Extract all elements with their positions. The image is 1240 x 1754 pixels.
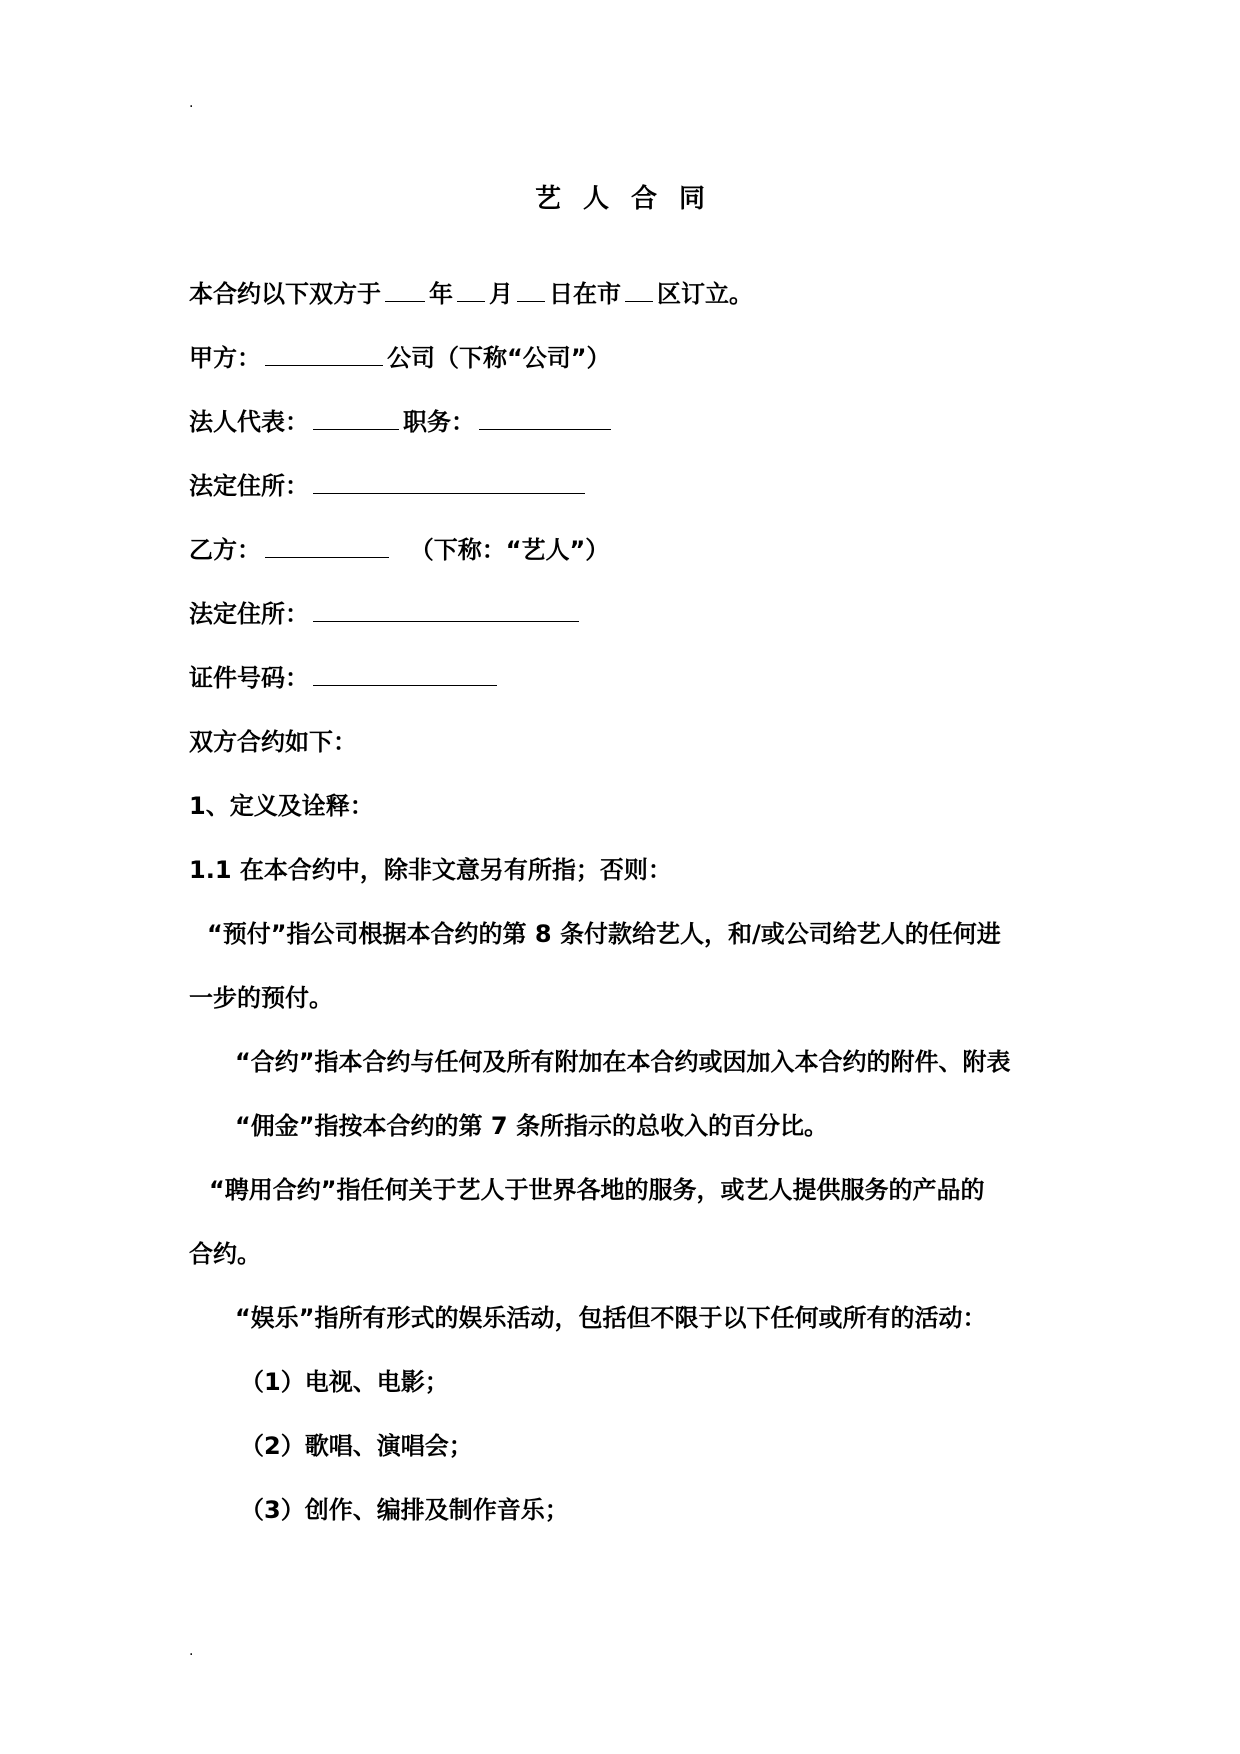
id-number-label: 证件号码： — [189, 664, 309, 692]
party-b-label: 乙方： — [189, 536, 261, 564]
intro-line — [189, 278, 753, 310]
list-item-2: （2）歌唱、演唱会； — [240, 1432, 473, 1460]
header-mark: . — [189, 95, 194, 111]
position-label: 职务： — [403, 408, 475, 436]
list-item-1: （1）电视、电影； — [240, 1368, 449, 1396]
party-a-line — [189, 342, 611, 374]
intro-text-1: 本合约以下双方于 — [189, 280, 381, 308]
address-b-line — [189, 598, 583, 630]
intro-text-5: 区订立。 — [657, 280, 753, 308]
legal-rep-line — [189, 406, 615, 438]
address-a-line — [189, 470, 589, 502]
position-blank — [479, 407, 611, 430]
intro-text-3: 月 — [489, 280, 513, 308]
def-contract: “合约”指本合约与任何及所有附加在本合约或因加入本合约的附件、附表 — [235, 1048, 1011, 1076]
district-blank — [625, 279, 653, 302]
id-number-line — [189, 662, 501, 694]
def-advance-line-2: 一步的预付。 — [189, 984, 333, 1012]
party-b-line — [189, 534, 609, 566]
party-b-suffix: （下称：“艺人”） — [409, 536, 610, 564]
list-item-3: （3）创作、编排及制作音乐； — [240, 1496, 569, 1524]
party-b-blank — [265, 535, 389, 558]
def-advance-line-1: “预付”指公司根据本合约的第 8 条付款给艺人，和/或公司给艺人的任何进 — [207, 920, 1001, 948]
address-a-label: 法定住所： — [189, 472, 309, 500]
intro-text-2: 年 — [429, 280, 453, 308]
def-entertainment: “娱乐”指所有形式的娱乐活动，包括但不限于以下任何或所有的活动： — [235, 1304, 987, 1332]
party-a-blank — [265, 343, 383, 366]
address-a-blank — [313, 471, 585, 494]
section-1-1: 1.1 在本合约中，除非文意另有所指；否则： — [189, 856, 672, 884]
section-1-heading: 1、定义及诠释： — [189, 792, 374, 820]
month-blank — [457, 279, 485, 302]
def-employment-line-1: “聘用合约”指任何关于艺人于世界各地的服务，或艺人提供服务的产品的 — [209, 1176, 985, 1204]
legal-rep-label: 法人代表： — [189, 408, 309, 436]
intro-text-4: 日在市 — [549, 280, 621, 308]
document-title: 艺人合同 — [534, 184, 727, 214]
agreement-intro: 双方合约如下： — [189, 728, 357, 756]
footer-mark: . — [189, 1643, 194, 1659]
address-b-label: 法定住所： — [189, 600, 309, 628]
address-b-blank — [313, 599, 579, 622]
party-a-suffix: 公司（下称“公司”） — [387, 344, 611, 372]
year-blank — [385, 279, 425, 302]
def-commission: “佣金”指按本合约的第 7 条所指示的总收入的百分比。 — [235, 1112, 828, 1140]
day-blank — [517, 279, 545, 302]
def-employment-line-2: 合约。 — [189, 1240, 261, 1268]
id-number-blank — [313, 663, 497, 686]
party-a-label: 甲方： — [189, 344, 261, 372]
legal-rep-blank — [313, 407, 399, 430]
